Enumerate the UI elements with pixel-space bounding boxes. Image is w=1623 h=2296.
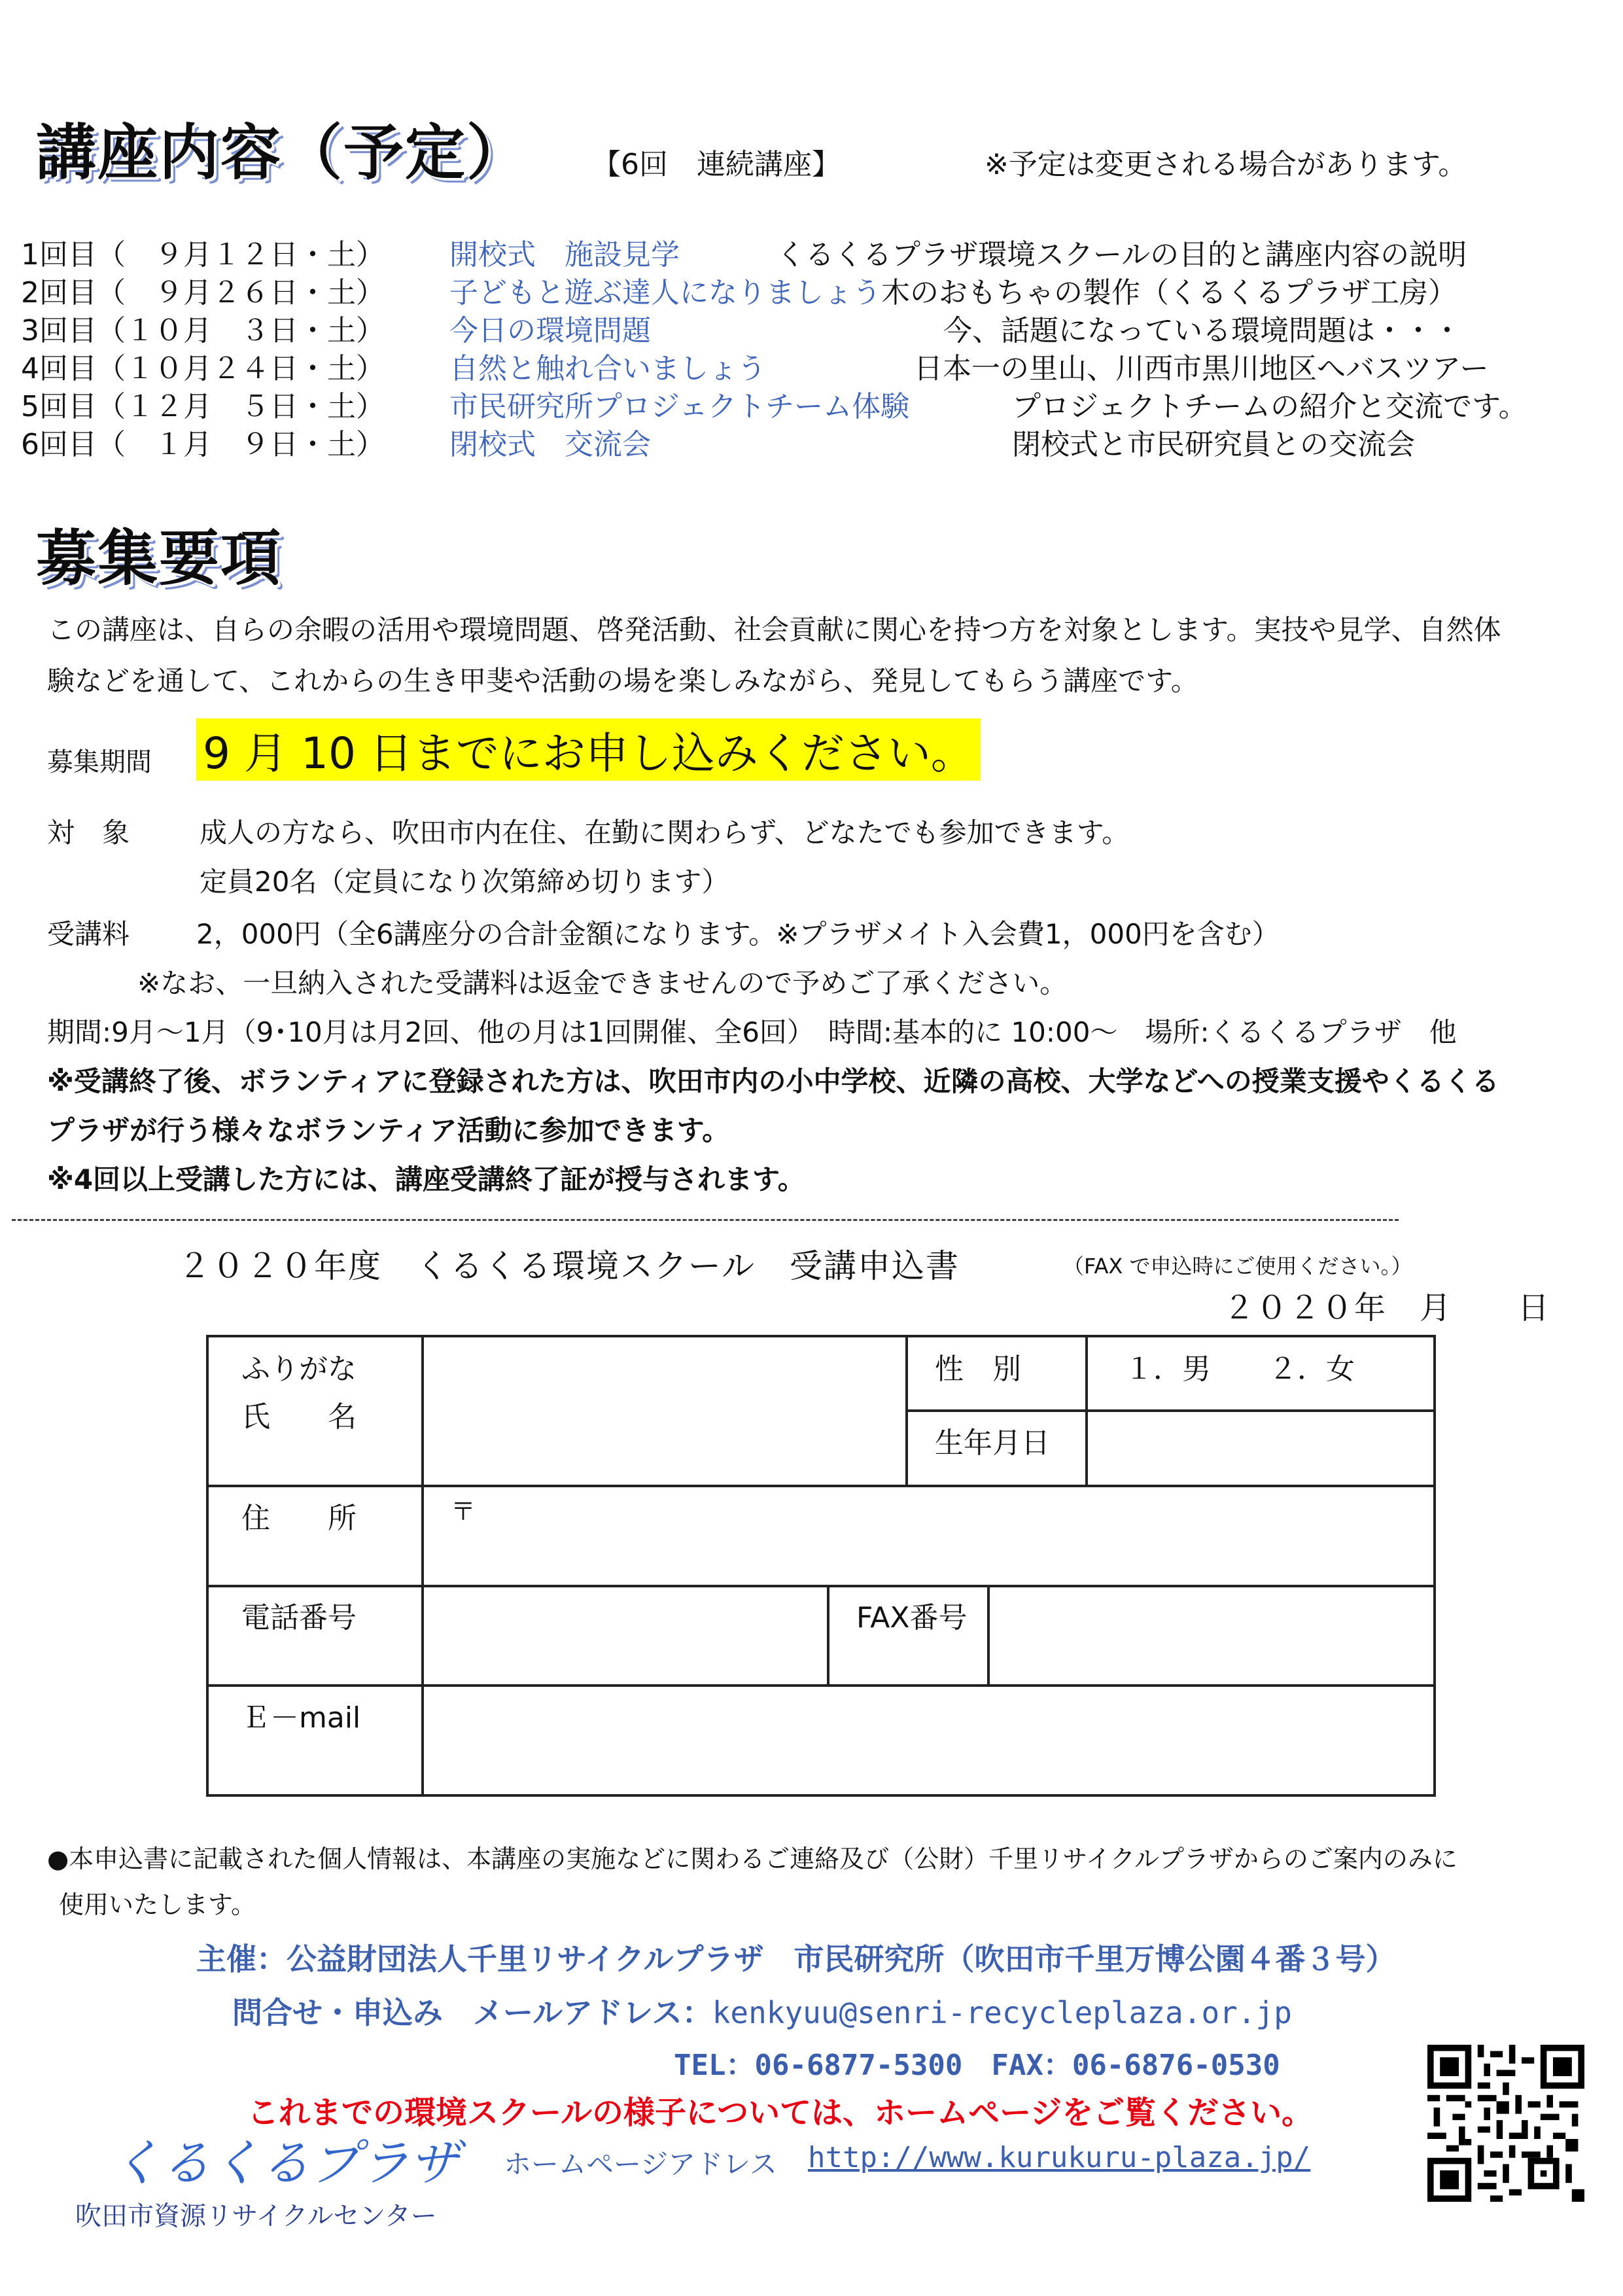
intro-text: この講座は、自らの余暇の活用や環境問題、啓発活動、社会貢献に関心を持つ方を対象とします。実技や見学、自然体: [47, 614, 1501, 646]
privacy-note: 使用いたします。: [59, 1890, 256, 1919]
schedule-row: [21, 422, 1415, 461]
form-rule: [905, 1337, 908, 1487]
certificate-text: ※4回以上受講した方には、講座受講終了証が授与されます。: [47, 1163, 805, 1195]
form-rule: [905, 1409, 1433, 1412]
volunteer-text: プラザが行う様々なボランティア活動に参加できます。: [47, 1114, 730, 1146]
schedule-desc: 木のおもちゃの製作（くるくるプラザ工房）: [881, 276, 1457, 309]
contact-line: [232, 1989, 1292, 2032]
fax-field[interactable]: [994, 1589, 1429, 1681]
homepage-url-link[interactable]: http://www.kurukuru-plaza.jp/: [808, 2141, 1311, 2174]
schedule-title: 閉校式 交流会: [449, 428, 651, 461]
schedule-summary: 期間:9月～1月（9･10月は月2回、他の月は1回開催、全6回） 時間:基本的に 10:00～ 場所:くるくるプラザ 他: [47, 1016, 1457, 1048]
schedule-row: [21, 308, 1461, 347]
qr-code-icon[interactable]: [1427, 2045, 1584, 2202]
schedule-desc: 日本一の里山、川西市黒川地区へバスツアー: [914, 352, 1489, 385]
deadline-highlight: 9 月 10 日までにお申し込みください。: [196, 718, 981, 781]
schedule-title: 市民研究所プロジェクトチーム体験: [449, 390, 910, 423]
schedule-row: [21, 270, 1457, 309]
phone-label: 電話番号: [241, 1601, 357, 1634]
fax-label: FAX番号: [856, 1601, 968, 1634]
gender-options[interactable]: １．男 ２．女: [1125, 1352, 1355, 1386]
homepage-notice: これまでの環境スクールの様子については、ホームページをご覧ください。: [247, 2094, 1314, 2131]
gender-label: 性 別: [935, 1352, 1021, 1386]
contact-email-link[interactable]: kenkyuu@senri-recycleplaza.or.jp: [712, 1995, 1292, 2030]
target-label: 対 象: [47, 817, 130, 849]
schedule-desc: くるくるプラザ環境スクールの目的と講座内容の説明: [777, 238, 1467, 272]
organizer-text: 主催：公益財団法人千里リサイクルプラザ 市民研究所（吹田市千里万博公園４番３号）: [196, 1941, 1396, 1977]
volunteer-text: ※受講終了後、ボランティアに登録された方は、吹田市内の小中学校、近隣の高校、大学などへの授業支援やくるくる: [47, 1065, 1499, 1097]
postal-mark: 〒: [451, 1497, 476, 1526]
birthday-label: 生年月日: [935, 1426, 1050, 1460]
schedule-date: 2回目（ ９月２６日・土）: [21, 276, 385, 309]
target-value: 成人の方なら、吹田市内在住、在勤に関わらず、どなたでも参加できます。: [200, 817, 1130, 849]
change-note: ※予定は変更される場合があります。: [985, 148, 1467, 181]
schedule-row: [21, 232, 1467, 272]
form-heading: ２０２０年度 くるくる環境スクール 受講申込書: [178, 1247, 960, 1285]
form-date: ２０２０年 月 日: [1223, 1290, 1551, 1326]
address-field[interactable]: [428, 1489, 1429, 1581]
schedule-date: 1回目（ ９月１２日・土）: [21, 238, 385, 272]
schedule-date: 3回目（１０月 ３日・土）: [21, 314, 385, 347]
schedule-title: 自然と触れ合いましょう: [449, 352, 766, 385]
form-rule: [987, 1585, 990, 1687]
schedule-title: 開校式 施設見学: [449, 238, 680, 272]
fee-value: 2，000円（全6講座分の合計金額になります。※プラザメイト入会費1，000円を含む）: [196, 918, 1280, 950]
tel-fax: TEL：06-6877-5300 FAX：06-6876-0530: [674, 2049, 1280, 2082]
fee-label: 受講料: [47, 918, 130, 950]
schedule-desc: 今、話題になっている環境問題は・・・: [943, 314, 1461, 347]
intro-text: 験などを通して、これからの生き甲斐や活動の場を楽しみながら、発見してもらう講座です。: [47, 665, 1198, 697]
furigana-label: ふりがな: [241, 1352, 357, 1386]
form-rule: [1085, 1337, 1088, 1487]
fee-note: ※なお、一旦納入された受講料は返金できませんので予めご了承ください。: [137, 967, 1068, 999]
series-note: 【6回 連続講座】: [592, 148, 841, 181]
form-rule: [209, 1585, 1433, 1587]
form-rule: [421, 1337, 424, 1794]
schedule-desc: プロジェクトチームの紹介と交流です。: [1012, 390, 1527, 423]
schedule-date: 4回目（１０月２４日・土）: [21, 352, 385, 385]
schedule-date: 6回目（ １月 ９日・土）: [21, 428, 385, 461]
schedule-row: [21, 384, 1527, 423]
form-rule: [209, 1485, 1433, 1487]
name-label: 氏 名: [241, 1400, 357, 1434]
phone-field[interactable]: [428, 1589, 824, 1681]
birthday-field[interactable]: [1092, 1415, 1429, 1480]
period-label: 募集期間: [47, 747, 152, 777]
name-field[interactable]: [428, 1344, 899, 1478]
schedule-desc: 閉校式と市民研究員との交流会: [1012, 428, 1415, 461]
homepage-label: ホームページアドレス: [504, 2148, 777, 2180]
address-label: 住 所: [241, 1502, 357, 1535]
logo-subtitle: 吹田市資源リサイクルセンター: [75, 2201, 437, 2231]
privacy-note: ●本申込書に記載された個人情報は、本講座の実施などに関わるご連絡及び（公財）千里リサイクルプラザからのご案内のみに: [47, 1845, 1457, 1873]
contact-label: 問合せ・申込み メールアドレス：: [232, 1995, 712, 2030]
cut-line: [12, 1219, 1399, 1221]
schedule-date: 5回目（１２月 ５日・土）: [21, 390, 385, 423]
schedule-title: 今日の環境問題: [449, 314, 651, 347]
form-rule: [209, 1684, 1433, 1687]
form-heading-note: （FAX で申込時にご使用ください。）: [1063, 1254, 1412, 1279]
recruitment-heading: 募集要項: [36, 523, 283, 593]
kurukuru-plaza-logo: くるくるプラザ: [111, 2134, 459, 2192]
course-content-heading: 講座内容（予定）: [36, 118, 529, 188]
schedule-title: 子どもと遊ぶ達人になりましょう: [449, 276, 881, 309]
form-rule: [827, 1585, 829, 1687]
email-label: Ｅ－mail: [241, 1701, 361, 1735]
capacity-text: 定員20名（定員になり次第締め切ります）: [200, 866, 729, 898]
application-form: [206, 1335, 1436, 1797]
schedule-row: [21, 346, 1489, 385]
email-field[interactable]: [428, 1689, 1429, 1791]
